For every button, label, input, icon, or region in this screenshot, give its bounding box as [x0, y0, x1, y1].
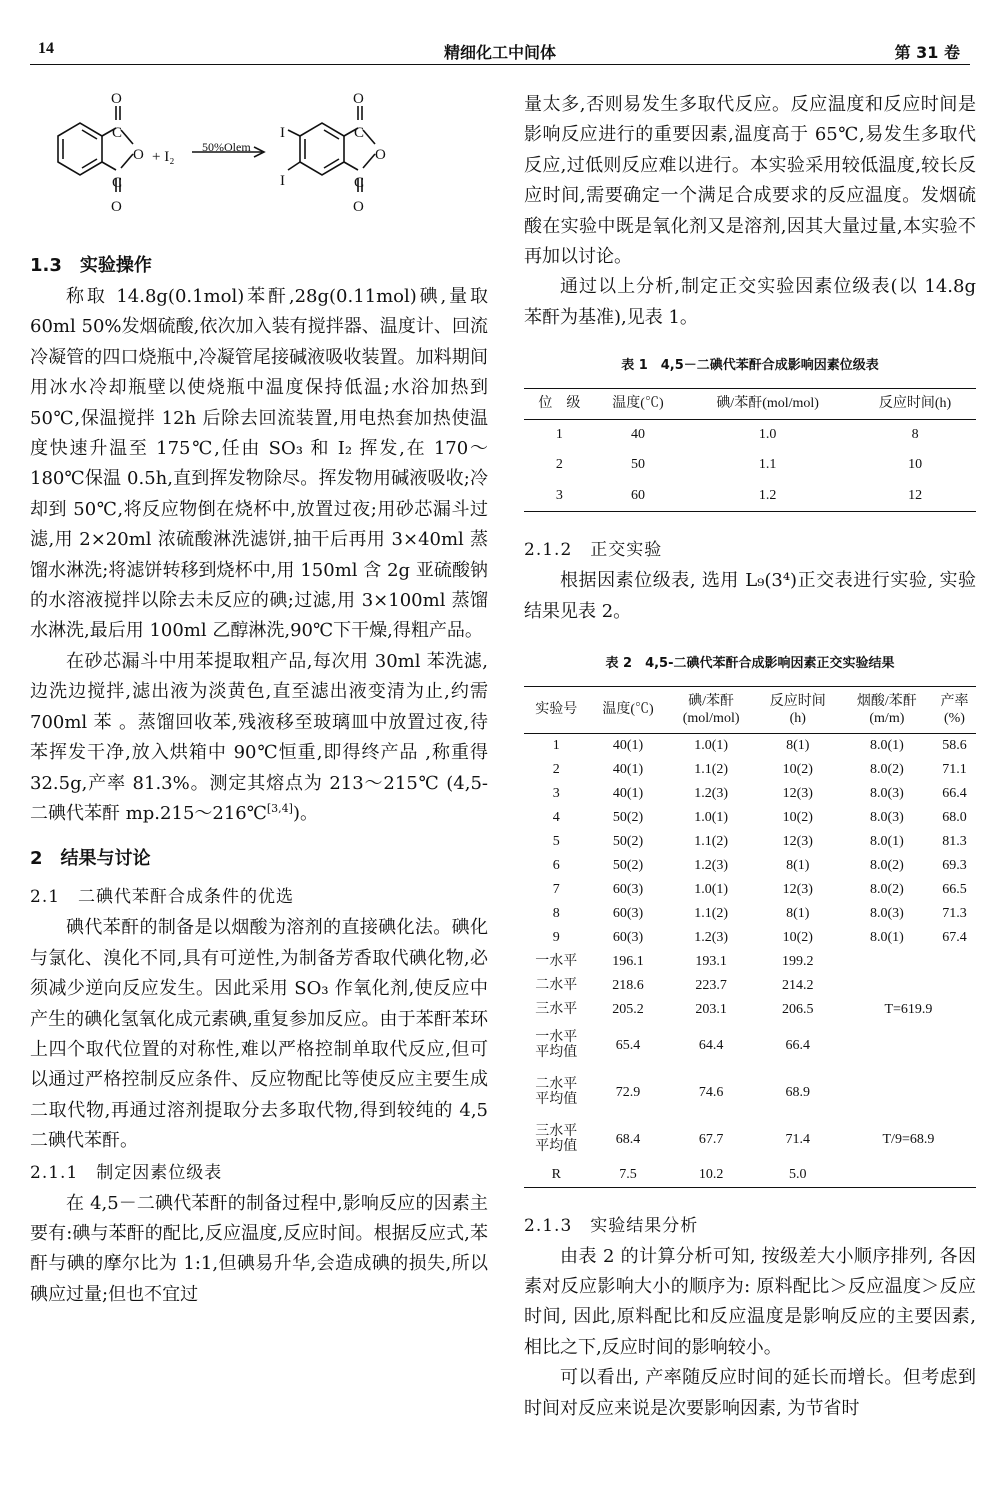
- table-cell: R: [551, 1167, 561, 1182]
- table-cell: [841, 1022, 976, 1069]
- atom-I-upper: I: [280, 125, 285, 141]
- section-2-1-1-title: 2.1.1 制定因素位级表: [30, 1162, 223, 1183]
- atom-O-top: O: [111, 91, 122, 107]
- table-cell: 10: [908, 457, 923, 473]
- table-cell: 2: [552, 762, 560, 777]
- table-summary-row: [524, 1069, 976, 1116]
- table-cell: 10(2): [782, 810, 813, 825]
- table-cell: T/9=68.9: [882, 1131, 935, 1147]
- paragraph: 碘代苯酐的制备是以烟酸为溶剂的直接碘化法。碘化与氯化、溴化不同,具有可逆性,为制备芳香取代碘化物,必须减少逆向反应发生。因此采用 SO₃ 作氧化剂,使反应中产生的碘化氢氧化成元素碘,重复参加反应。由于苯酐苯环上四个取代位置的对称性,难以严格控制单取代反应,但可以通过严格控制反应条件、反应物配比等使反应主要生成二取代物,再通过溶剂提取分去多取代物,得到较纯的 4,5 二碘代苯酐。: [30, 917, 488, 1152]
- left-column: [30, 90, 488, 1310]
- table-row: [524, 854, 976, 878]
- paragraph: 根据因素位级表, 选用 L₉(3⁴)正交表进行实验, 实验结果见表 2。: [524, 570, 976, 622]
- table-cell: 12(3): [782, 786, 813, 801]
- page-header: [30, 36, 970, 65]
- paragraph: 由表 2 的计算分析可知, 按级差大小顺序排列, 各因素对反应影响大小的顺序为: 原料配比＞反应温度＞反应时间, 因此,原料配比和反应温度是影响反应的主要因素, 相比之下,反应时间的影响较小。: [524, 1245, 976, 1358]
- table-cell: 69.3: [942, 858, 967, 873]
- table-cell: 1.2(3): [694, 858, 729, 873]
- table-cell: 8.0(2): [869, 762, 904, 777]
- paragraph: [30, 647, 488, 829]
- table-row: [524, 902, 976, 926]
- table-header-cell: 温度(℃): [602, 702, 654, 717]
- table-cell: 40(1): [612, 762, 644, 777]
- table-summary-row: [524, 1163, 976, 1188]
- table-cell: 58.6: [942, 738, 967, 753]
- reagent-label: + I₂: [152, 149, 175, 165]
- table-cell: 67.4: [942, 930, 967, 945]
- table-header-cell: 烟酸/苯酐 (m/m): [856, 693, 917, 726]
- table-cell: 1.2(3): [694, 786, 729, 801]
- right-column: [524, 90, 976, 1424]
- table-header-cell: 碘/苯酐 (mol/mol): [682, 693, 740, 726]
- table-summary-row: [524, 1116, 976, 1163]
- table-row: [524, 830, 976, 854]
- table-cell: 1: [555, 427, 563, 443]
- table-cell: 4: [552, 810, 560, 825]
- paragraph: 称取 14.8g(0.1mol)苯酐,28g(0.11mol)碘,量取 60ml 50%发烟硫酸,依次加入装有搅拌器、温度计、回流冷凝管的四口烧瓶中,冷凝管尾接碱液吸收装置。加料期间用冰水冷却瓶壁以使烧瓶中温度保持低温;水浴加热到 50℃,保温搅拌 12h 后除去回流装置,用电热套加热使温度快速升温至 175℃,任由 SO₃ 和 I₂ 挥发,在 170～180℃保温 0.5h,直到挥发物除尽。挥发物用碱液吸收;冷却到 50℃,将反应物倒在烧杯中,放置过夜;用砂芯漏斗过滤,用 2×20ml 浓硫酸淋洗滤饼,抽干后再用 3×40ml 蒸馏水淋洗;将滤饼转移到烧杯中,用 150ml 含 2g 亚硫酸钠的水溶液搅拌以除去未反应的碘;过滤,用 3×100ml 蒸馏水淋洗,最后用 100ml 乙醇淋洗,90℃下干燥,得粗产品。: [30, 286, 488, 642]
- table-cell: 64.4: [698, 1037, 724, 1053]
- table-1-caption: 表 1 4,5－二碘代苯酐合成影响因素位级表: [621, 358, 879, 374]
- paragraph: 通过以上分析,制定正交实验因素位级表(以 14.8g 苯酐为基准),见表 1。: [524, 276, 976, 328]
- atom-O-ring: O: [133, 147, 144, 163]
- table-cell: 71.1: [942, 762, 967, 777]
- atom-C-top: C: [112, 125, 123, 141]
- arrow-label: 50%Olem: [202, 140, 251, 154]
- table-cell: 81.3: [942, 834, 967, 849]
- atom-I-lower: I: [280, 173, 285, 189]
- table-cell: 1.0(1): [694, 810, 729, 825]
- table-cell: 1.1(2): [694, 906, 729, 921]
- atom-C-bottom-product: C: [354, 175, 365, 191]
- table-cell: 8: [552, 906, 560, 921]
- paragraph: 量太多,否则易发生多取代反应。反应温度和反应时间是影响反应进行的重要因素,温度高于 65℃,易发生多取代反应,过低则反应难以进行。本实验采用较低温度,较长反应时间,需要确定一个满足合成要求的反应温度。发烟硫酸在实验中既是氧化剂又是溶剂,因其大量过量,本实验不再加以讨论。: [524, 94, 976, 268]
- benzene-ring-right: [300, 123, 344, 175]
- table-1: [524, 388, 976, 513]
- atom-C-bottom: C: [112, 175, 123, 191]
- paragraph: 在 4,5－二碘代苯酐的制备过程中,影响反应的因素主要有:碘与苯酐的配比,反应温度,反应时间。根据反应式,苯酐与碘的摩尔比为 1:1,但碘易升华,会造成碘的损失,所以碘应过量;但也不宜过: [30, 1192, 488, 1305]
- table-cell: [841, 1163, 976, 1188]
- table-cell: 40: [630, 427, 645, 443]
- table-cell: 68.9: [785, 1084, 811, 1100]
- table-row: [524, 926, 976, 950]
- table-cell: 60(3): [612, 930, 644, 945]
- table-cell: 6: [552, 858, 560, 873]
- table-cell: 40(1): [612, 738, 644, 753]
- table-cell: 71.3: [942, 906, 967, 921]
- page-number: 14: [38, 40, 54, 57]
- table-cell: 50(2): [612, 810, 644, 825]
- table-summary-row: [524, 974, 976, 998]
- paragraph: 可以看出, 产率随反应时间的延长而增长。但考虑到时间对反应来说是次要影响因素, 为节省时: [524, 1367, 976, 1419]
- table-cell: 218.6: [612, 978, 644, 993]
- table-cell: 8(1): [786, 858, 810, 873]
- table-cell: 50: [630, 457, 645, 473]
- table-cell: 50(2): [612, 834, 644, 849]
- table-cell: 50(2): [612, 858, 644, 873]
- table-cell: 3: [555, 487, 563, 503]
- section-1-3-title: 1.3 实验操作: [30, 255, 152, 276]
- section-2-1-3-title: 2.1.3 实验结果分析: [524, 1215, 699, 1236]
- table-cell: T=619.9: [884, 1002, 933, 1017]
- table-row: [524, 782, 976, 806]
- table-row: [524, 733, 976, 758]
- atom-O-ring-product: O: [375, 147, 386, 163]
- table-cell: 66.4: [785, 1037, 811, 1053]
- table-cell: 7: [552, 882, 560, 897]
- citation: [3,4]: [266, 801, 293, 815]
- table-cell: 203.1: [695, 1002, 727, 1017]
- table-cell: 8.0(3): [869, 906, 904, 921]
- reaction-scheme-drawing: [30, 90, 488, 250]
- table-summary-row: [524, 950, 976, 974]
- table-cell: 8.0(1): [869, 738, 904, 753]
- table-cell: 60(3): [612, 906, 644, 921]
- paragraph-text: 在砂芯漏斗中用苯提取粗产品,每次用 30ml 苯洗滤,边洗边搅拌,滤出液为淡黄色,直至滤出液变清为止,约需 700ml 苯 。蒸馏回收苯,残液移至玻璃皿中放置过夜,待苯挥发干净,放入烘箱中 90℃恒重,即得终产品 ,称重得 32.5g,产率 81.3%。测定其熔点为 213～215℃ (4,5-二碘代苯酐 mp.215～216℃: [30, 650, 488, 824]
- table-cell: 8(1): [786, 738, 810, 753]
- table-cell: 8: [911, 427, 919, 443]
- table-cell: 40(1): [612, 786, 644, 801]
- table-cell: 67.7: [698, 1131, 724, 1147]
- table-cell: 60(3): [612, 882, 644, 897]
- table-cell: 1.0: [758, 427, 777, 443]
- table-cell: 10(2): [782, 930, 813, 945]
- table-cell: 8.0(3): [869, 810, 904, 825]
- journal-title: 精细化工中间体: [443, 43, 556, 62]
- table-summary-row: [524, 1022, 976, 1069]
- table-cell: 12: [908, 487, 923, 503]
- table-header-cell: 实验号: [535, 702, 578, 717]
- table-cell: 66.5: [942, 882, 967, 897]
- table-cell: 12(3): [782, 834, 813, 849]
- atom-O-bottom: O: [111, 199, 122, 215]
- table-cell: 5.0: [789, 1167, 807, 1182]
- table-header-cell: 位 级: [538, 395, 581, 411]
- table-header-cell: 反应时间(h): [878, 395, 952, 411]
- table-cell: 7.5: [619, 1167, 637, 1182]
- table-cell: 193.1: [695, 954, 727, 969]
- table-cell: 5: [552, 834, 560, 849]
- table-cell: 一水平: [535, 954, 578, 969]
- table-cell: 一水平 平均值: [535, 1030, 578, 1060]
- table-cell: 10(2): [782, 762, 813, 777]
- table-cell: 196.1: [612, 954, 644, 969]
- table-cell: 三水平 平均值: [535, 1124, 578, 1154]
- table-header-cell: 温度(℃): [612, 395, 664, 411]
- table-cell: 74.6: [698, 1084, 724, 1100]
- table-cell: 三水平: [535, 1002, 578, 1017]
- table-cell: 8.0(2): [869, 858, 904, 873]
- table-cell: [841, 974, 976, 998]
- table-row: [524, 481, 976, 512]
- table-2-caption: 表 2 4,5-二碘代苯酐合成影响因素正交实验结果: [605, 656, 895, 672]
- table-cell: 65.4: [615, 1037, 641, 1053]
- table-cell: 2: [555, 457, 563, 473]
- atom-O-bottom-product: O: [353, 199, 364, 215]
- table-cell: 1.2: [758, 487, 777, 503]
- table-cell: 9: [552, 930, 560, 945]
- section-2-title: 2 结果与讨论: [30, 848, 151, 870]
- table-cell: 8.0(1): [869, 834, 904, 849]
- table-cell: 1.1(2): [694, 762, 729, 777]
- table-cell: 8.0(3): [869, 786, 904, 801]
- table-header-cell: 反应时间 (h): [769, 693, 826, 726]
- table-cell: 66.4: [942, 786, 967, 801]
- table-header-cell: 产率 (%): [940, 693, 969, 726]
- table-header-row: [524, 388, 976, 419]
- table-cell: 223.7: [695, 978, 727, 993]
- table-cell: 68.0: [942, 810, 967, 825]
- table-header-cell: 碘/苯酐(mol/mol): [716, 395, 819, 411]
- table-cell: 71.4: [785, 1131, 811, 1147]
- table-row: [524, 450, 976, 480]
- table-summary-row: [524, 998, 976, 1022]
- atom-O-top-product: O: [353, 91, 364, 107]
- table-cell: 8(1): [786, 906, 810, 921]
- reaction-scheme: [30, 90, 488, 250]
- benzene-ring-left: [58, 123, 102, 175]
- atom-C-top-product: C: [354, 125, 365, 141]
- table-cell: 12(3): [782, 882, 813, 897]
- table-cell: 199.2: [782, 954, 814, 969]
- section-2-1-title: 2.1 二碘代苯酐合成条件的优选: [30, 887, 295, 908]
- table-cell: 1: [552, 738, 560, 753]
- table-cell: 10.2: [698, 1167, 724, 1182]
- table-row: [524, 806, 976, 830]
- table-cell: 72.9: [615, 1084, 641, 1100]
- table-row: [524, 420, 976, 451]
- table-row: [524, 758, 976, 782]
- table-cell: 二水平 平均值: [535, 1077, 578, 1107]
- section-2-1-2-title: 2.1.2 正交实验: [524, 540, 663, 561]
- table-row: [524, 878, 976, 902]
- table-cell: 1.0(1): [694, 882, 729, 897]
- table-cell: 206.5: [782, 1002, 814, 1017]
- table-cell: 8.0(1): [869, 930, 904, 945]
- volume-label: 第 31 卷: [894, 43, 960, 62]
- table-cell: 60: [630, 487, 645, 503]
- table-cell: [841, 950, 976, 974]
- table-cell: 3: [552, 786, 560, 801]
- table-cell: 214.2: [782, 978, 814, 993]
- table-cell: 二水平: [535, 978, 578, 993]
- table-cell: 8.0(2): [869, 882, 904, 897]
- table-cell: 68.4: [615, 1131, 641, 1147]
- table-cell: 1.1(2): [694, 834, 729, 849]
- table-cell: 1.2(3): [694, 930, 729, 945]
- table-cell: 1.1: [758, 457, 777, 473]
- table-cell: [841, 1069, 976, 1116]
- paragraph-text: )。: [292, 802, 318, 824]
- table-header-row: [524, 686, 976, 733]
- table-cell: 205.2: [612, 1002, 644, 1017]
- table-cell: 1.0(1): [694, 738, 729, 753]
- table-2: [524, 686, 976, 1188]
